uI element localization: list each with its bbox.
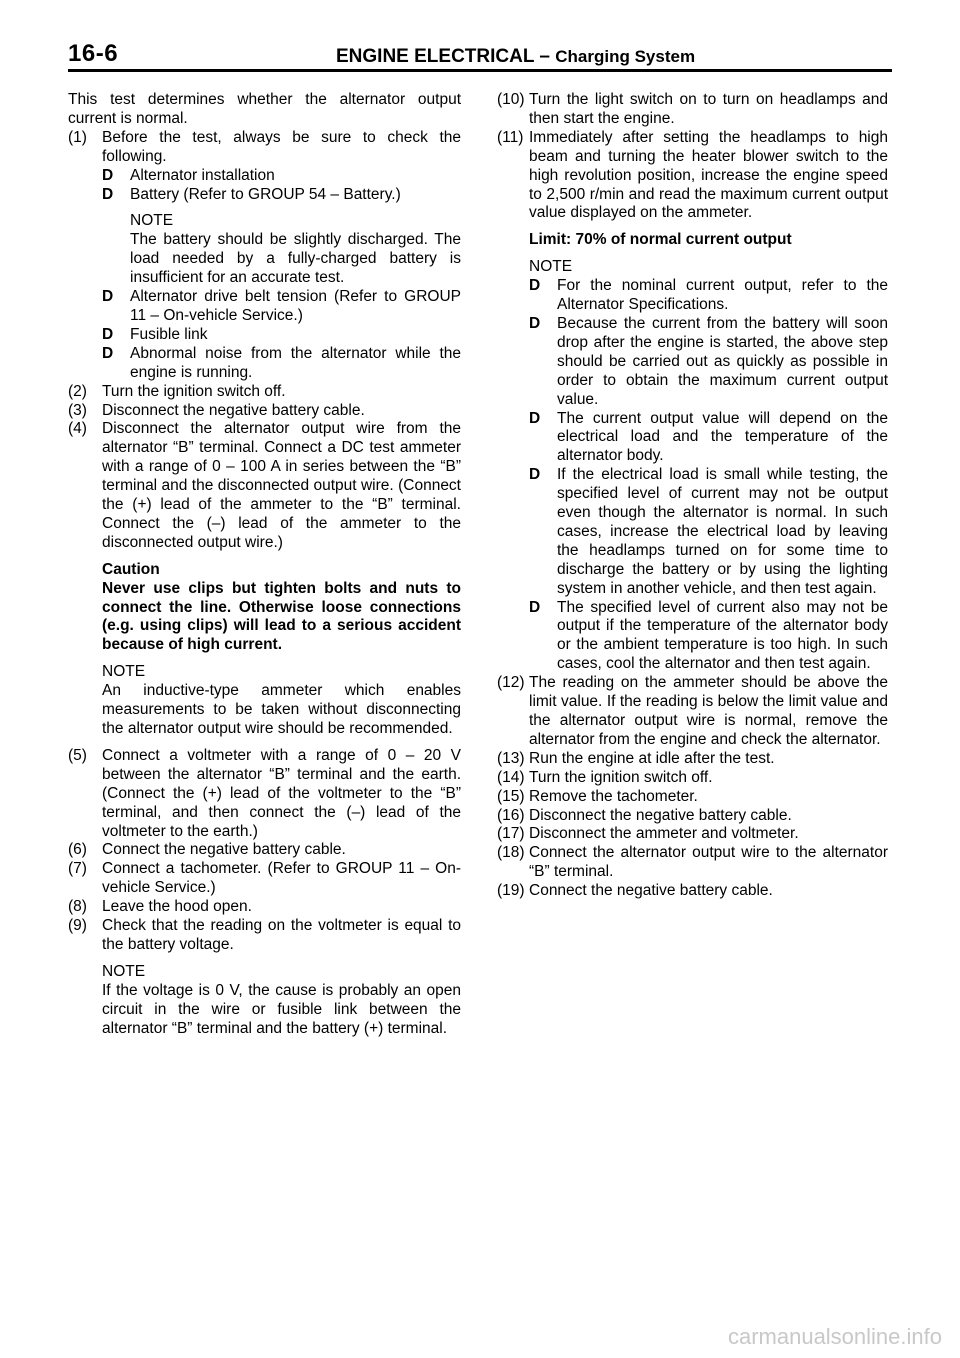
- step-9: (9) Check that the reading on the voltmeter is equal to the battery voltage.: [68, 917, 461, 953]
- step-18: (18) Connect the alternator output wire to the alternator “B” terminal.: [497, 844, 888, 881]
- right-column: [497, 91, 888, 901]
- bullet-icon: D: [102, 185, 114, 203]
- step-11: (11) Immediately after setting the headlamps to high beam and turning the heater blower switch to the high revolution position, increase the engine speed to 2,500 r/min and read the maximum current output value displayed on the ammeter.: [497, 128, 888, 222]
- step-16: (16) Disconnect the negative battery cable.: [497, 806, 792, 824]
- bullet-icon: D: [529, 598, 541, 616]
- step-4: (4) Disconnect the alternator output wire from the alternator “B” terminal. Connect a DC test ammeter with a range of 0 – 100 A in series between the “B” terminal and the disconnected output wire. (Connect the (+) lead of the ammeter to the “B” terminal. Connect the (–) lead of the ammeter to the disconnected output wire.): [68, 420, 461, 551]
- note-heading: NOTE: [130, 212, 174, 230]
- note-heading: NOTE: [102, 962, 146, 980]
- note-bullet: D If the electrical load is small while testing, the specified level of current may not be output even though the alternator is normal. In such cases, increase the electrical load by leaving the headlamps turned on for some time to discharge the battery or by using the lighting system in another vehicle, and then test again.: [529, 466, 888, 597]
- page-number: 16-6: [68, 40, 119, 67]
- step-2: (2) Turn the ignition switch off.: [68, 382, 286, 400]
- watermark: carmanualsonline.info: [727, 1324, 942, 1349]
- step-10: (10) Turn the light switch on to turn on headlamps and then start the engine.: [497, 91, 888, 127]
- bullet-icon: D: [529, 277, 541, 295]
- note-heading: NOTE: [102, 663, 146, 681]
- bullet-icon: D: [102, 288, 114, 306]
- step-7: (7) Connect a tachometer. (Refer to GROUP 11 – On-vehicle Service.): [68, 860, 461, 897]
- note-body: An inductive-type ammeter which enables measurements to be taken without disconnecting the alternator output wire should be recommended.: [102, 682, 461, 737]
- bullet-item: D Alternator installation: [102, 166, 275, 184]
- bullet-icon: D: [102, 344, 114, 362]
- bullet-icon: D: [529, 466, 541, 484]
- chapter-title: ENGINE ELECTRICAL – Charging System: [336, 46, 696, 67]
- note-bullet: D The current output value will depend on the electrical load and the temperature of the alternator body.: [529, 409, 888, 465]
- step-3: (3) Disconnect the negative battery cable.: [68, 401, 365, 419]
- note-bullet: D The specified level of current also may not be output if the temperature of the alternator body or the ambient temperature is too high. In such cases, cool the alternator and then test again.: [529, 598, 888, 673]
- step-17: (17) Disconnect the ammeter and voltmeter.: [497, 825, 799, 843]
- caution-heading: Caution: [102, 560, 160, 578]
- note-bullet: D For the nominal current output, refer to the Alternator Specifications.: [529, 277, 888, 314]
- step-19: (19) Connect the negative battery cable.: [497, 882, 773, 900]
- caution-body: Never use clips but tighten bolts and nuts to connect the line. Otherwise loose connections (e.g. using clips) will lead to a serious accident because of high current.: [102, 579, 461, 654]
- header-rule: [68, 69, 892, 72]
- bullet-item: D Alternator drive belt tension (Refer to GROUP 11 – On-vehicle Service.): [102, 288, 461, 324]
- step-8: (8) Leave the hood open.: [68, 898, 252, 916]
- step-12: (12) The reading on the ammeter should be above the limit value. If the reading is below the limit value and the alternator output wire is normal, remove the alternator from the engine and check the alternator.: [497, 674, 888, 748]
- bullet-item: D Fusible link: [102, 325, 208, 343]
- step-13: (13) Run the engine at idle after the test.: [497, 749, 775, 767]
- section-subtitle: Charging System: [555, 47, 696, 66]
- note-bullet: D Because the current from the battery will soon drop after the engine is started, the above step should be carried out as quickly as possible in order to obtain the maximum current output value.: [529, 314, 888, 408]
- step-1: (1) Before the test, always be sure to check the following.: [68, 128, 461, 165]
- bullet-icon: D: [529, 409, 541, 427]
- step-6: (6) Connect the negative battery cable.: [68, 841, 346, 859]
- page-header: [68, 38, 892, 76]
- step-14: (14) Turn the ignition switch off.: [497, 768, 713, 786]
- step-5: (5) Connect a voltmeter with a range of 0 – 20 V between the alternator “B” terminal and the earth. (Connect the (+) lead of the voltmeter to the “B” terminal, and then connect the (–) lead of the voltmeter to the earth.): [68, 746, 461, 840]
- bullet-icon: D: [102, 166, 114, 184]
- step-15: (15) Remove the tachometer.: [497, 787, 698, 805]
- limit-spec: Limit: 70% of normal current output: [529, 231, 792, 249]
- note-body: If the voltage is 0 V, the cause is probably an open circuit in the wire or fusible link between the alternator “B” terminal and the battery (+) terminal.: [102, 981, 461, 1037]
- note-body: The battery should be slightly discharged. The load needed by a fully-charged battery is insufficient for an accurate test.: [130, 231, 461, 287]
- bullet-item: D Battery (Refer to GROUP 54 – Battery.): [102, 185, 401, 203]
- bullet-icon: D: [102, 325, 114, 343]
- intro-paragraph: This test determines whether the alternator output current is normal.: [68, 91, 461, 127]
- bullet-icon: D: [529, 314, 541, 332]
- bullet-item: D Abnormal noise from the alternator while the engine is running.: [102, 344, 461, 381]
- left-column: [68, 91, 461, 1039]
- note-heading: NOTE: [529, 258, 573, 276]
